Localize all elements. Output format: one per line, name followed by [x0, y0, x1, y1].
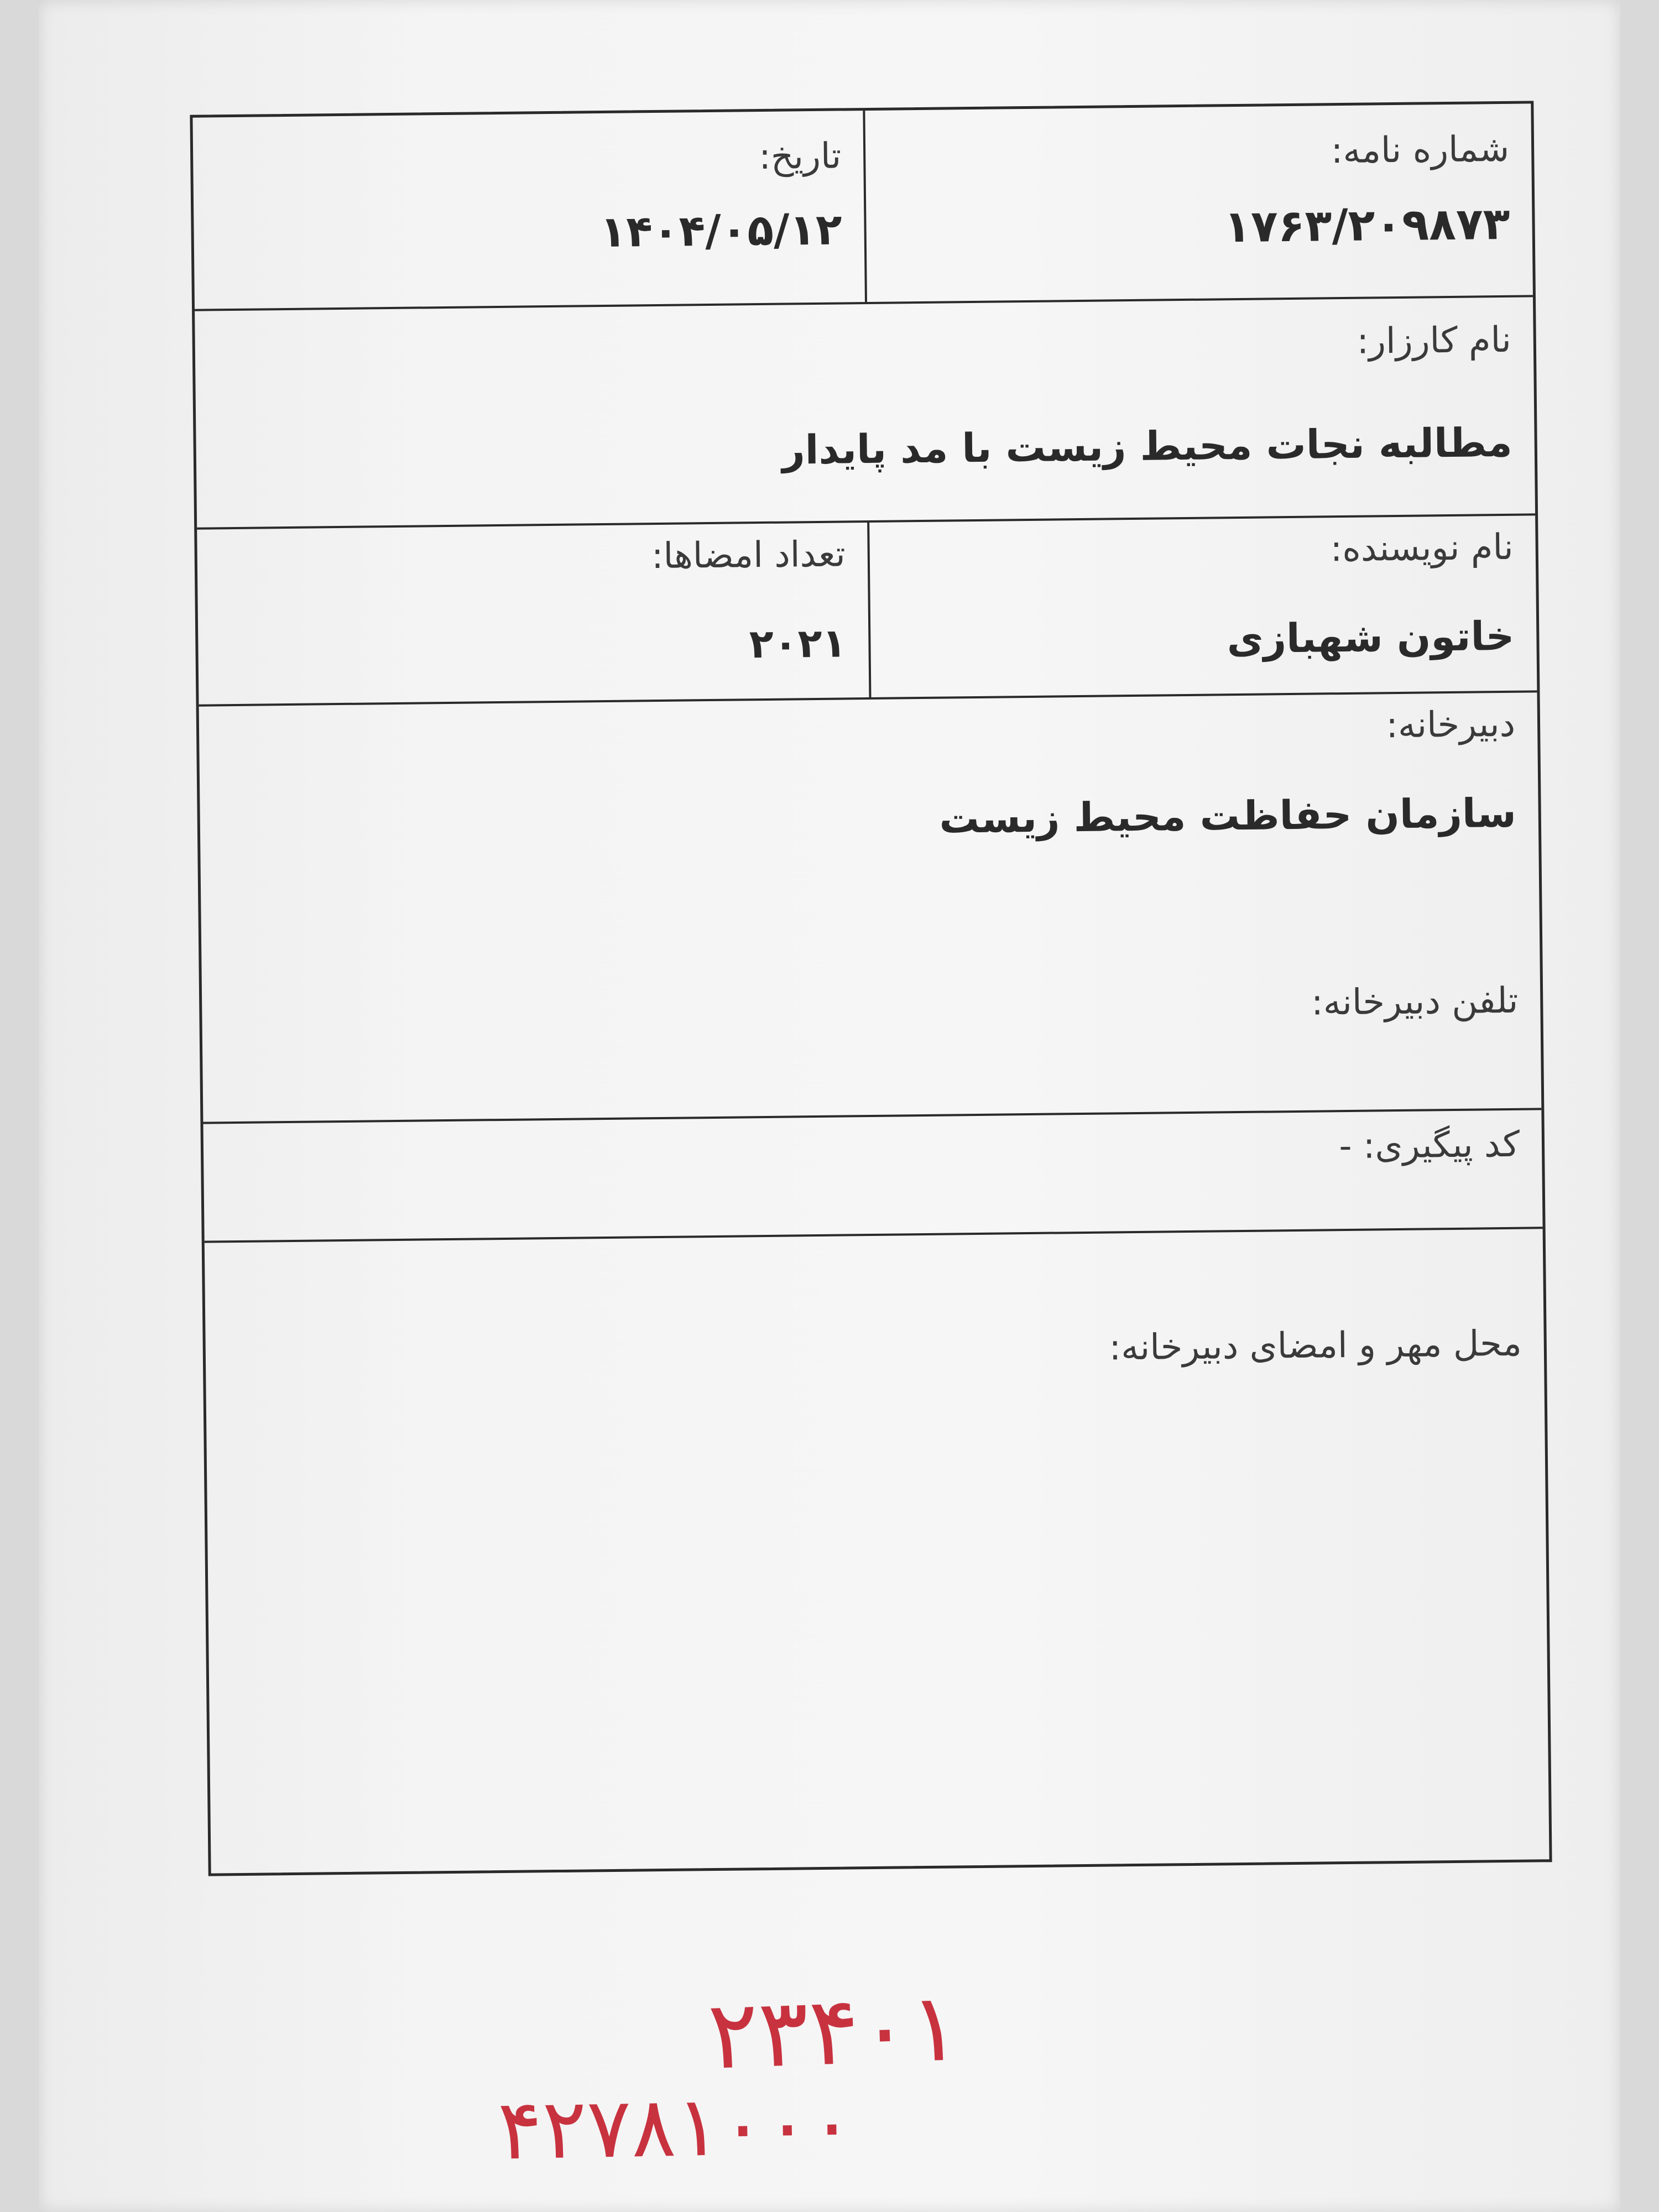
signature-count-value: ۲۰۲۱: [749, 619, 847, 667]
stamp-signature-row: [205, 1229, 1550, 1879]
tracking-code-label: کد پیگیری: -: [1339, 1124, 1520, 1167]
date-cell: [192, 111, 867, 309]
letter-info-row: [192, 103, 1533, 311]
letter-number-cell: [862, 103, 1533, 302]
campaign-row: [195, 297, 1535, 529]
signature-count-cell: [197, 523, 871, 705]
secretariat-value: سازمان حفاظت محیط زیست: [939, 789, 1517, 842]
date-label: تاریخ:: [758, 135, 842, 178]
campaign-name-value: مطالبه نجات محیط زیست با مد پایدار: [781, 419, 1513, 473]
secretariat-phone-label: تلفن دبیرخانه:: [1311, 980, 1519, 1024]
secretariat-row: [199, 692, 1542, 1124]
author-cell: [866, 515, 1537, 697]
stamp-signature-label: محل مهر و امضای دبیرخانه:: [1109, 1323, 1522, 1369]
author-value: خاتون شهبازی: [1227, 612, 1515, 662]
campaign-name-label: نام کارزار:: [1357, 319, 1512, 362]
letter-number-value: ۱۷۶۳/۲۰۹۸۷۳: [1223, 197, 1511, 253]
petition-form-table: [190, 101, 1552, 1876]
author-row: [197, 515, 1537, 706]
handwritten-note-1: ۲۳۴۰۱: [706, 1973, 962, 2091]
date-value: ۱۴۰۴/۰۵/۱۲: [599, 205, 843, 258]
signature-count-label: تعداد امضاها:: [651, 534, 846, 577]
secretariat-label: دبیرخانه:: [1385, 703, 1516, 747]
paper-sheet: [39, 0, 1620, 2212]
tracking-code-row: [204, 1110, 1543, 1243]
author-label: نام نویسنده:: [1330, 526, 1514, 570]
handwritten-note-2: ۴۲۷۸۱۰۰۰: [497, 2076, 855, 2179]
letter-number-label: شماره نامه:: [1331, 128, 1510, 172]
